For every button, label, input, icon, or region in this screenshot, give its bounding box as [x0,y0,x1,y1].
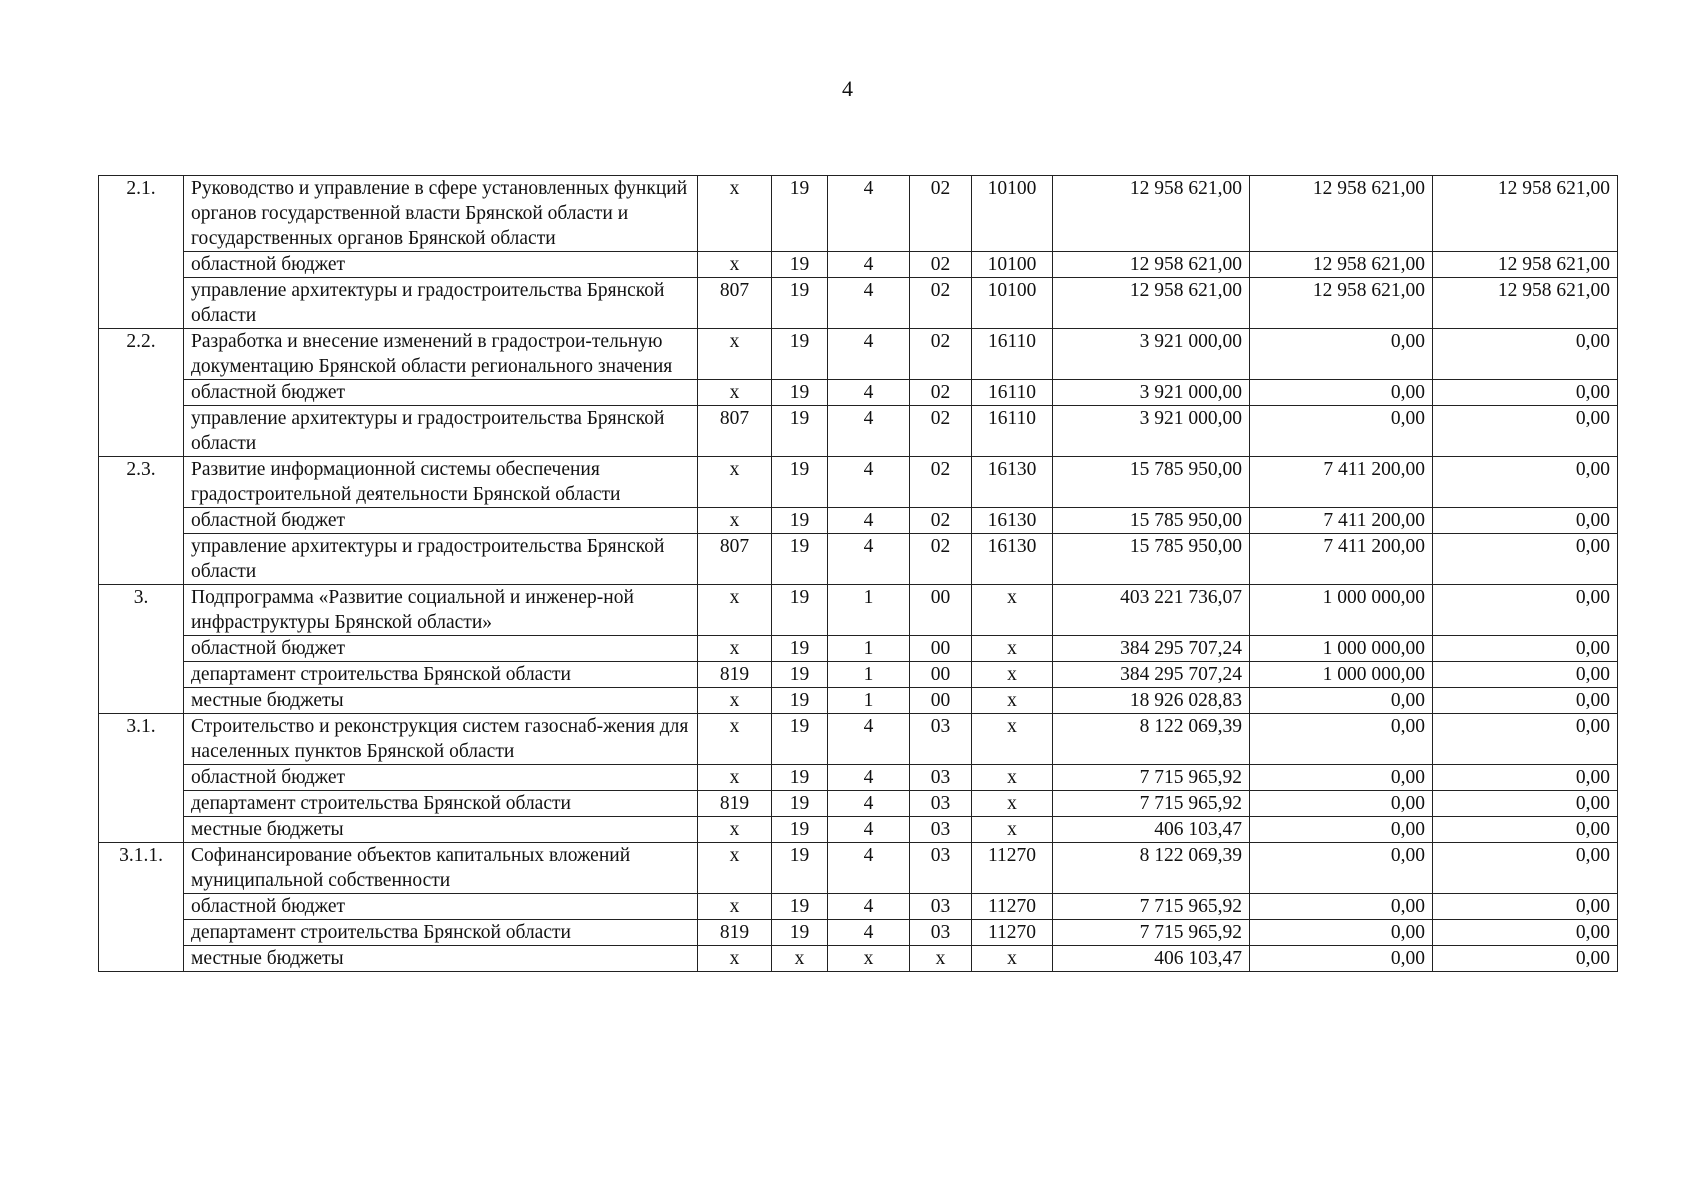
code-program: 19 [772,380,828,406]
code-event: 03 [910,765,972,791]
page-number: 4 [842,76,853,101]
amount-year-1: 12 958 621,00 [1053,252,1250,278]
code-direction: 10100 [972,176,1053,252]
code-admin: х [698,176,772,252]
code-direction: х [972,714,1053,765]
table-row [99,920,1618,946]
row-name: областной бюджет [184,765,698,791]
code-program: 19 [772,534,828,585]
code-program: 19 [772,176,828,252]
code-program: 19 [772,894,828,920]
code-event: 02 [910,457,972,508]
table-row [99,534,1618,585]
code-program: 19 [772,585,828,636]
amount-year-2: 0,00 [1250,791,1433,817]
code-event: х [910,946,972,972]
amount-year-2: 0,00 [1250,817,1433,843]
amount-year-3: 0,00 [1433,380,1618,406]
code-program: 19 [772,508,828,534]
code-event: 03 [910,843,972,894]
code-event: 03 [910,894,972,920]
table-row [99,946,1618,972]
code-subprogram: 4 [828,380,910,406]
code-direction: х [972,688,1053,714]
table-row [99,406,1618,457]
amount-year-2: 0,00 [1250,688,1433,714]
code-admin: х [698,894,772,920]
row-name: Разработка и внесение изменений в градострои-тельную документацию Брянской области регионального значения [184,329,698,380]
code-admin: х [698,380,772,406]
amount-year-2: 0,00 [1250,329,1433,380]
code-admin: 819 [698,662,772,688]
code-admin: х [698,946,772,972]
amount-year-2: 0,00 [1250,843,1433,894]
row-name: Развитие информационной системы обеспечения градостроительной деятельности Брянской области [184,457,698,508]
row-name: местные бюджеты [184,817,698,843]
code-admin: х [698,688,772,714]
code-program: 19 [772,329,828,380]
table-row [99,252,1618,278]
amount-year-1: 18 926 028,83 [1053,688,1250,714]
code-subprogram: 4 [828,714,910,765]
amount-year-3: 12 958 621,00 [1433,252,1618,278]
code-direction: х [972,791,1053,817]
code-event: 03 [910,714,972,765]
row-name: областной бюджет [184,636,698,662]
row-number: 2.3. [99,457,184,585]
code-program: 19 [772,791,828,817]
amount-year-1: 3 921 000,00 [1053,329,1250,380]
code-direction: 11270 [972,894,1053,920]
amount-year-2: 7 411 200,00 [1250,534,1433,585]
code-subprogram: 4 [828,406,910,457]
row-name: Софинансирование объектов капитальных вложений муниципальной собственности [184,843,698,894]
amount-year-1: 403 221 736,07 [1053,585,1250,636]
amount-year-1: 12 958 621,00 [1053,278,1250,329]
code-direction: х [972,636,1053,662]
amount-year-1: 384 295 707,24 [1053,662,1250,688]
code-subprogram: 1 [828,688,910,714]
code-direction: 11270 [972,920,1053,946]
code-direction: 10100 [972,278,1053,329]
code-program: 19 [772,636,828,662]
code-program: 19 [772,714,828,765]
amount-year-1: 12 958 621,00 [1053,176,1250,252]
code-event: 00 [910,662,972,688]
code-event: 02 [910,406,972,457]
code-subprogram: 4 [828,534,910,585]
amount-year-2: 0,00 [1250,920,1433,946]
code-admin: х [698,817,772,843]
row-name: управление архитектуры и градостроительства Брянской области [184,406,698,457]
table-row [99,688,1618,714]
code-subprogram: 4 [828,843,910,894]
code-program: 19 [772,406,828,457]
amount-year-3: 0,00 [1433,662,1618,688]
code-admin: х [698,714,772,765]
amount-year-2: 1 000 000,00 [1250,585,1433,636]
amount-year-3: 0,00 [1433,688,1618,714]
code-event: 02 [910,508,972,534]
code-admin: х [698,508,772,534]
code-program: х [772,946,828,972]
code-program: 19 [772,843,828,894]
amount-year-2: 0,00 [1250,765,1433,791]
amount-year-1: 8 122 069,39 [1053,714,1250,765]
code-program: 19 [772,278,828,329]
code-admin: х [698,585,772,636]
amount-year-2: 1 000 000,00 [1250,662,1433,688]
code-subprogram: 1 [828,585,910,636]
amount-year-1: 7 715 965,92 [1053,894,1250,920]
row-name: департамент строительства Брянской области [184,920,698,946]
code-subprogram: 4 [828,252,910,278]
code-event: 03 [910,817,972,843]
code-subprogram: 4 [828,765,910,791]
amount-year-3: 0,00 [1433,946,1618,972]
code-event: 03 [910,791,972,817]
amount-year-3: 12 958 621,00 [1433,176,1618,252]
code-subprogram: 4 [828,817,910,843]
table-row [99,843,1618,894]
amount-year-1: 406 103,47 [1053,817,1250,843]
code-subprogram: 4 [828,278,910,329]
table-row [99,329,1618,380]
code-direction: 16130 [972,534,1053,585]
amount-year-3: 0,00 [1433,585,1618,636]
amount-year-2: 7 411 200,00 [1250,508,1433,534]
code-admin: х [698,329,772,380]
amount-year-1: 7 715 965,92 [1053,791,1250,817]
amount-year-1: 15 785 950,00 [1053,508,1250,534]
amount-year-3: 0,00 [1433,636,1618,662]
code-direction: 16110 [972,406,1053,457]
code-admin: 819 [698,791,772,817]
row-name: местные бюджеты [184,946,698,972]
code-subprogram: 4 [828,329,910,380]
code-admin: 807 [698,534,772,585]
amount-year-3: 0,00 [1433,508,1618,534]
table-row [99,894,1618,920]
row-number: 2.1. [99,176,184,329]
code-direction: х [972,765,1053,791]
code-program: 19 [772,817,828,843]
amount-year-3: 12 958 621,00 [1433,278,1618,329]
amount-year-1: 384 295 707,24 [1053,636,1250,662]
code-event: 02 [910,534,972,585]
code-program: 19 [772,662,828,688]
code-direction: 16110 [972,380,1053,406]
code-event: 00 [910,636,972,662]
row-number: 3.1.1. [99,843,184,972]
row-name: департамент строительства Брянской области [184,791,698,817]
table-row [99,791,1618,817]
code-admin: х [698,636,772,662]
amount-year-2: 12 958 621,00 [1250,278,1433,329]
amount-year-2: 7 411 200,00 [1250,457,1433,508]
code-direction: х [972,662,1053,688]
code-program: 19 [772,920,828,946]
amount-year-3: 0,00 [1433,534,1618,585]
table-row [99,714,1618,765]
code-event: 00 [910,688,972,714]
table-row [99,176,1618,252]
budget-table [98,175,1618,972]
amount-year-2: 12 958 621,00 [1250,176,1433,252]
table-row [99,380,1618,406]
table-row [99,508,1618,534]
row-name: местные бюджеты [184,688,698,714]
code-event: 02 [910,380,972,406]
code-event: 02 [910,278,972,329]
code-subprogram: 1 [828,662,910,688]
row-name: департамент строительства Брянской области [184,662,698,688]
code-admin: х [698,843,772,894]
amount-year-3: 0,00 [1433,791,1618,817]
table-row [99,636,1618,662]
code-direction: 16110 [972,329,1053,380]
amount-year-2: 0,00 [1250,380,1433,406]
code-direction: х [972,946,1053,972]
code-event: 02 [910,176,972,252]
code-admin: х [698,457,772,508]
row-name: областной бюджет [184,380,698,406]
row-name: областной бюджет [184,894,698,920]
amount-year-1: 15 785 950,00 [1053,457,1250,508]
code-admin: 819 [698,920,772,946]
code-program: 19 [772,765,828,791]
code-event: 03 [910,920,972,946]
row-name: управление архитектуры и градостроительства Брянской области [184,534,698,585]
amount-year-2: 0,00 [1250,894,1433,920]
row-name: Строительство и реконструкция систем газоснаб-жения для населенных пунктов Брянской области [184,714,698,765]
code-event: 02 [910,252,972,278]
row-name: Подпрограмма «Развитие социальной и инженер-ной инфраструктуры Брянской области» [184,585,698,636]
amount-year-3: 0,00 [1433,765,1618,791]
code-subprogram: 4 [828,920,910,946]
code-subprogram: х [828,946,910,972]
code-direction: х [972,817,1053,843]
code-direction: 11270 [972,843,1053,894]
table-row [99,662,1618,688]
amount-year-3: 0,00 [1433,457,1618,508]
amount-year-3: 0,00 [1433,843,1618,894]
amount-year-1: 7 715 965,92 [1053,765,1250,791]
code-admin: х [698,765,772,791]
code-direction: 10100 [972,252,1053,278]
amount-year-1: 15 785 950,00 [1053,534,1250,585]
row-name: областной бюджет [184,508,698,534]
amount-year-1: 3 921 000,00 [1053,406,1250,457]
amount-year-1: 406 103,47 [1053,946,1250,972]
amount-year-1: 7 715 965,92 [1053,920,1250,946]
code-direction: 16130 [972,508,1053,534]
row-number: 3.1. [99,714,184,843]
code-direction: х [972,585,1053,636]
code-program: 19 [772,688,828,714]
amount-year-3: 0,00 [1433,714,1618,765]
budget-table-body [99,176,1618,972]
code-program: 19 [772,252,828,278]
amount-year-2: 0,00 [1250,406,1433,457]
amount-year-1: 3 921 000,00 [1053,380,1250,406]
code-direction: 16130 [972,457,1053,508]
row-name: областной бюджет [184,252,698,278]
table-row [99,278,1618,329]
table-row [99,457,1618,508]
code-event: 02 [910,329,972,380]
amount-year-2: 1 000 000,00 [1250,636,1433,662]
row-name: Руководство и управление в сфере установленных функций органов государственной власти Брянской области и государственных органов Брянской области [184,176,698,252]
amount-year-2: 12 958 621,00 [1250,252,1433,278]
table-row [99,817,1618,843]
row-name: управление архитектуры и градостроительства Брянской области [184,278,698,329]
amount-year-3: 0,00 [1433,406,1618,457]
code-event: 00 [910,585,972,636]
amount-year-2: 0,00 [1250,946,1433,972]
code-subprogram: 4 [828,508,910,534]
table-row [99,765,1618,791]
code-program: 19 [772,457,828,508]
amount-year-2: 0,00 [1250,714,1433,765]
code-admin: 807 [698,278,772,329]
amount-year-3: 0,00 [1433,329,1618,380]
table-row [99,585,1618,636]
code-subprogram: 4 [828,176,910,252]
amount-year-3: 0,00 [1433,894,1618,920]
code-admin: 807 [698,406,772,457]
amount-year-1: 8 122 069,39 [1053,843,1250,894]
row-number: 3. [99,585,184,714]
row-number: 2.2. [99,329,184,457]
code-subprogram: 4 [828,457,910,508]
code-subprogram: 4 [828,791,910,817]
amount-year-3: 0,00 [1433,920,1618,946]
code-admin: х [698,252,772,278]
amount-year-3: 0,00 [1433,817,1618,843]
code-subprogram: 1 [828,636,910,662]
code-subprogram: 4 [828,894,910,920]
